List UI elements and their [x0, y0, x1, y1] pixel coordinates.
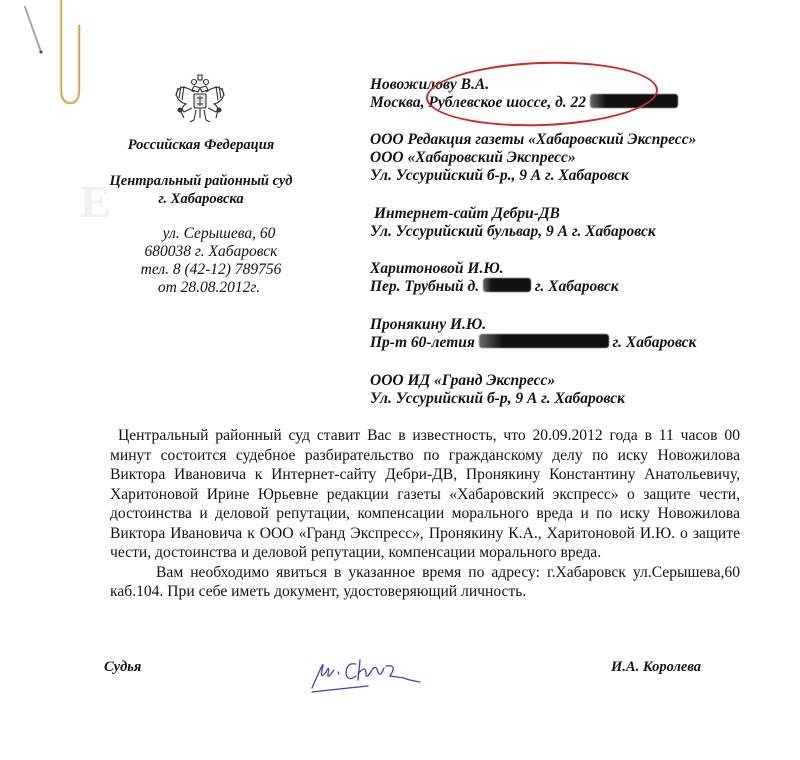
recipient-name: ООО ИД «Гранд Экспресс» — [370, 372, 556, 389]
judge-name: И.А. Королева — [611, 659, 702, 675]
recipient-name-2: ООО «Хабаровский Экспресс» — [370, 149, 576, 166]
recipient-name: Харитоновой И.Ю. — [370, 260, 504, 277]
recipient-debri-dv — [370, 205, 656, 241]
recipient-pronyakin — [370, 316, 696, 352]
notice-body — [110, 426, 740, 602]
judge-role-label: Судья — [104, 659, 142, 675]
recipient-address — [370, 334, 696, 352]
russian-coat-of-arms-icon — [172, 74, 228, 124]
recipient-address: Ул. Уссурийский бульвар, 9 А г. Хабаровск — [370, 223, 656, 240]
court-address-street: ул. Серышева, 60 — [162, 225, 276, 242]
recipient-address: Ул. Уссурийский б-р., 9 А г. Хабаровск — [370, 167, 629, 184]
court-name-line2: г. Хабаровска — [158, 191, 244, 207]
paperclip-icon — [55, 0, 85, 108]
address-text: Пер. Трубный д. — [370, 278, 480, 295]
signature-icon — [308, 652, 428, 697]
redaction-bar — [483, 278, 531, 292]
address-text: Пр-т 60-летия — [370, 334, 475, 351]
recipient-khabarovsky-express — [370, 131, 696, 185]
court-name-line1: Центральный районный суд — [109, 173, 293, 189]
recipient-name: Новожилову В.А. — [370, 76, 490, 93]
court-address-city: 680038 г. Хабаровск — [144, 243, 278, 260]
body-paragraph-2: Вам необходимо явиться в указанное время по адресу: г.Хабаровск ул.Серышева,60 каб.104. При себе иметь документ, удостоверяющий личность. — [110, 563, 740, 600]
bleed-through-text: E​ — [80, 176, 113, 227]
address-text: Москва, Рублевское шоссе, д. 22 — [370, 94, 587, 111]
court-phone: тел. 8 (42-12) 789756 — [140, 261, 282, 278]
recipient-address: Ул. Уссурийский б-р, 9 А г. Хабаровск — [370, 390, 625, 407]
recipient-grand-express — [370, 372, 625, 408]
notice-date: от 28.08.2012г. — [157, 279, 261, 296]
address-city: г. Хабаровск — [534, 278, 619, 295]
recipient-address — [370, 278, 619, 296]
staple-wire-icon — [22, 4, 46, 56]
body-paragraph-1: Центральный районный суд ставит Вас в известность, что 20.09.2012 года в 11 часов 00 минут состоится судебное разбирательство по гражданскому делу по иску Новожилова Виктора Ивановича к Интернет-сайту Дебри-ДВ, Пронякину Константину Анатольевичу, Харитоновой Ирине Юрьевне редакции газеты «Хабаровский экспресс» о защите чести, достоинства и деловой репутации, компенсации морального вреда и по иску Новожилова Виктора Ивановича к ООО «Гранд Экспресс», Пронякину К.А., Харитоновой И.Ю. о защите чести, достоинства и деловой репутации, компенсации морального вреда. — [110, 427, 740, 561]
red-annotation-circle — [425, 58, 659, 130]
redaction-bar — [479, 334, 609, 348]
country-name: Российская Федерация — [127, 137, 275, 153]
address-city: г. Хабаровск — [612, 334, 697, 351]
recipient-name: Интернет-сайт Дебри-ДВ — [374, 205, 560, 222]
bleed-through-text — [60, 250, 74, 303]
recipient-kharitonova — [370, 260, 619, 296]
recipient-name: ООО Редакция газеты «Хабаровский Экспресс» — [370, 131, 697, 148]
recipient-name: Пронякину И.Ю. — [370, 316, 487, 333]
